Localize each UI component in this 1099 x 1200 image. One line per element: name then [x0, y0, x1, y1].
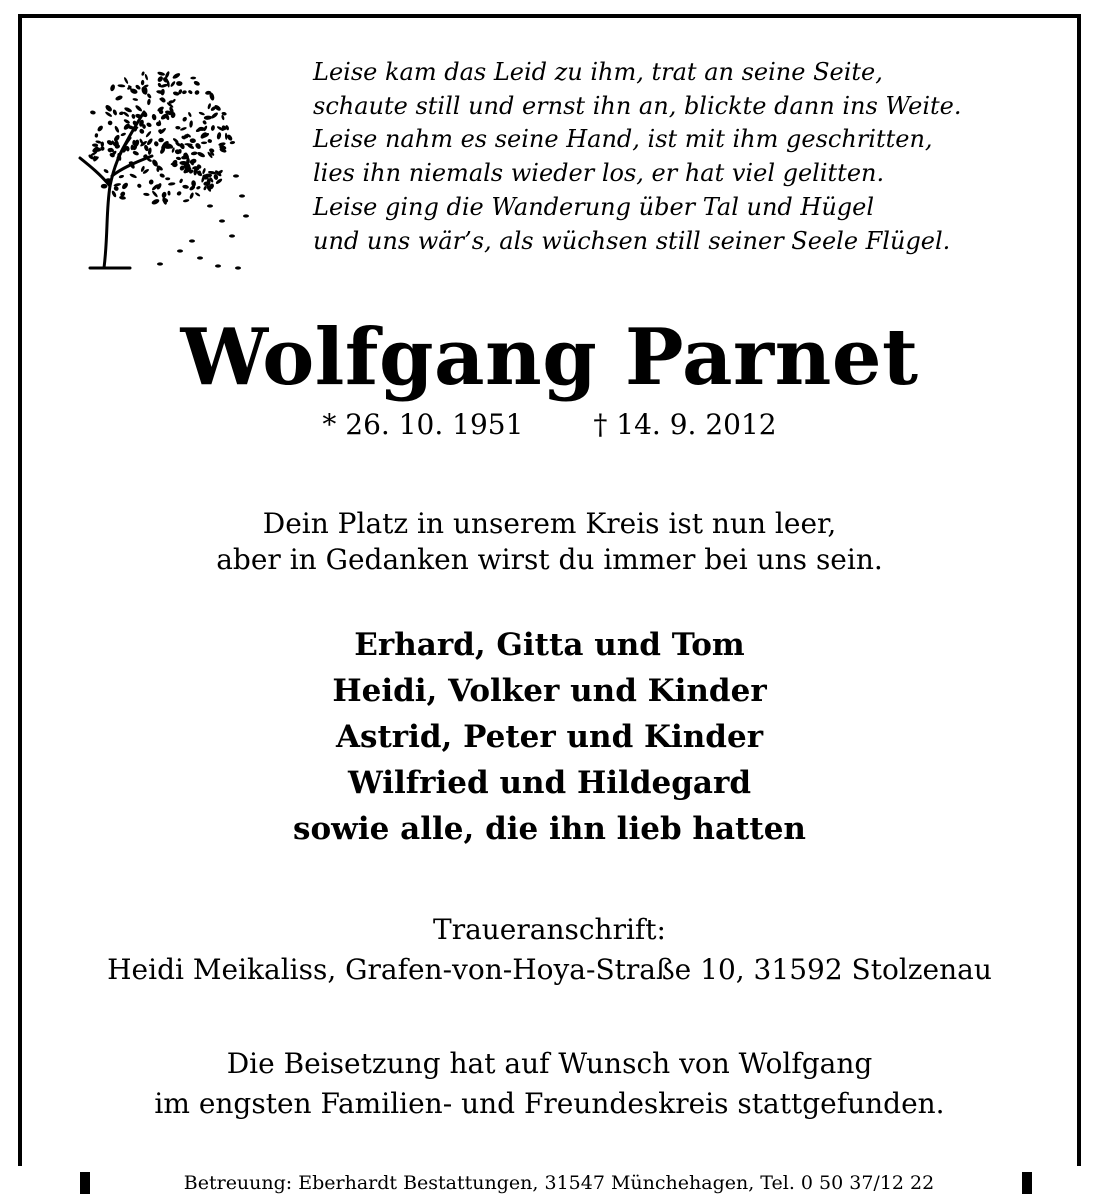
birth-date: * 26. 10. 1951: [322, 408, 524, 441]
leaf-mark: [172, 72, 181, 80]
mourner-line: Wilfried und Hildegard: [347, 765, 751, 801]
leaf-mark: [153, 141, 159, 148]
leaf-mark: [118, 174, 124, 178]
leaf-mark: [115, 95, 124, 102]
leaf-mark: [190, 138, 197, 143]
leaf-mark: [175, 126, 181, 130]
leaf-mark: [120, 132, 126, 137]
falling-leaf-mark: [197, 256, 203, 259]
leaf-mark: [145, 130, 152, 137]
quote-line: aber in Gedanken wirst du immer bei uns sein.: [216, 543, 883, 576]
leaf-mark: [216, 132, 222, 140]
leaf-mark: [198, 111, 205, 116]
leaf-mark: [182, 90, 188, 95]
leaf-mark: [170, 80, 176, 87]
leaf-mark: [183, 199, 190, 203]
leaf-mark: [111, 190, 117, 198]
leaf-mark: [158, 138, 164, 143]
leaf-mark: [151, 190, 158, 198]
leaf-mark: [194, 192, 200, 197]
leaf-mark: [134, 104, 143, 112]
burial-line: im engsten Familien- und Freundeskreis stattgefunden.: [154, 1087, 945, 1120]
poem-line: schaute still und ernst ihn an, blickte dann ins Weite.: [313, 91, 962, 120]
falling-leaf-mark: [219, 219, 225, 222]
leaf-mark: [132, 98, 138, 102]
leaf-mark: [151, 113, 157, 120]
falling-leaf-mark: [157, 262, 163, 265]
undertaker-info: Betreuung: Eberhardt Bestattungen, 31547 Münchehagen, Tel. 0 50 37/12 22: [183, 1172, 935, 1194]
leaf-mark: [119, 111, 125, 116]
leaf-mark: [176, 156, 182, 160]
falling-leaf-mark: [215, 264, 221, 267]
leaf-mark: [187, 89, 193, 94]
leaf-mark: [180, 126, 187, 131]
leaf-mark: [189, 192, 195, 200]
leaf-mark: [148, 179, 154, 185]
leaf-mark: [123, 118, 130, 124]
leaf-mark: [109, 84, 115, 92]
leaf-mark: [105, 111, 113, 118]
leaf-mark: [182, 116, 188, 122]
leaf-mark: [146, 93, 152, 99]
leaf-mark: [141, 71, 145, 76]
leaf-mark: [159, 173, 166, 179]
leaf-mark: [194, 89, 200, 95]
poem-line: Leise kam das Leid zu ihm, trat an seine Seite,: [313, 58, 883, 86]
leaf-mark: [201, 141, 207, 144]
poem-line: Leise nahm es seine Hand, ist mit ihm geschritten,: [313, 125, 933, 154]
leaf-mark: [131, 114, 136, 120]
leaf-mark: [104, 104, 113, 113]
poem: [313, 56, 1073, 258]
falling-leaf-mark: [239, 194, 245, 197]
death-date: † 14. 9. 2012: [593, 408, 777, 441]
leaf-mark: [121, 182, 129, 191]
leaf-mark: [146, 122, 153, 128]
memorial-quote: [0, 506, 1099, 578]
poem-line: Leise ging die Wanderung über Tal und Hügel: [313, 192, 875, 221]
leaf-mark: [176, 190, 182, 196]
leaf-mark: [193, 80, 201, 86]
leaf-mark: [202, 168, 207, 175]
falling-leaf-mark: [177, 249, 183, 252]
leaf-mark: [101, 184, 108, 189]
leaf-mark: [108, 120, 113, 125]
leaf-mark: [191, 151, 198, 156]
leaf-mark: [90, 110, 96, 115]
leaf-mark: [156, 122, 161, 127]
leaf-mark: [141, 80, 145, 86]
leaf-mark: [202, 120, 207, 126]
life-dates: [0, 405, 1099, 445]
leaf-mark: [207, 103, 212, 110]
leaf-mark: [210, 125, 215, 131]
poem-line: lies ihn niemals wieder los, er hat viel gelitten.: [313, 159, 885, 188]
mourners-list: [0, 622, 1099, 852]
falling-leaf-mark: [233, 174, 239, 177]
leaf-mark: [187, 112, 192, 118]
burial-notice: [0, 1044, 1099, 1124]
mourner-line: sowie alle, die ihn lieb hatten: [293, 811, 806, 847]
leaf-mark: [151, 198, 160, 206]
leaf-mark: [189, 120, 193, 128]
leaf-mark: [204, 115, 212, 120]
leaf-mark: [165, 177, 170, 180]
falling-leaf-mark: [235, 266, 241, 269]
leaf-mark: [96, 125, 103, 133]
leaf-mark: [147, 98, 151, 105]
leaf-mark: [94, 133, 98, 138]
leaf-mark: [168, 182, 176, 186]
leaf-mark: [136, 183, 142, 189]
leaf-mark: [117, 84, 125, 88]
falling-leaf-mark: [243, 214, 249, 217]
burial-line: Die Beisetzung hat auf Wunsch von Wolfgang: [226, 1047, 873, 1080]
address-label: Traueranschrift:: [433, 913, 666, 946]
deceased-name: Wolfgang Parnet: [180, 312, 919, 403]
leaf-mark: [112, 109, 118, 116]
leaf-mark: [207, 139, 212, 144]
leaf-mark: [114, 125, 120, 133]
leaf-mark: [138, 128, 145, 135]
mourner-line: Heidi, Volker und Kinder: [332, 673, 767, 709]
poem-line: und uns wär’s, als wüchsen still seiner Seele Flügel.: [313, 226, 951, 255]
quote-line: Dein Platz in unserem Kreis ist nun leer,: [262, 507, 837, 540]
leaf-mark: [167, 191, 170, 196]
mourning-address: [0, 910, 1099, 990]
leaf-mark: [144, 74, 148, 81]
mourner-line: Erhard, Gitta und Tom: [354, 627, 745, 663]
leaf-mark: [194, 142, 202, 150]
leaf-mark: [113, 183, 121, 187]
leaf-mark: [196, 151, 205, 158]
footer-bar: [18, 1166, 1081, 1200]
leaf-mark: [157, 75, 165, 83]
leaf-mark: [182, 184, 189, 189]
leaf-mark: [123, 77, 129, 85]
address-line: Heidi Meikaliss, Grafen-von-Hoya-Straße 10, 31592 Stolzenau: [107, 953, 992, 986]
leaf-mark: [106, 139, 114, 146]
leaf-mark: [157, 71, 165, 76]
leaf-mark: [229, 141, 235, 145]
leaf-mark: [179, 178, 184, 183]
falling-leaf-mark: [189, 239, 195, 242]
leaf-mark: [92, 143, 98, 147]
leaf-mark: [190, 76, 196, 79]
leaf-mark: [129, 173, 137, 179]
leaf-mark: [103, 168, 109, 174]
footer-cap-right: [1022, 1172, 1032, 1194]
falling-leaf-mark: [207, 204, 213, 207]
footer-cap-left: [80, 1172, 90, 1194]
windswept-tree-icon: [60, 46, 250, 286]
leaf-mark: [196, 185, 201, 190]
leaf-mark: [161, 191, 167, 198]
falling-leaf-mark: [229, 234, 235, 237]
leaf-mark: [132, 150, 139, 156]
leaf-mark: [146, 138, 154, 147]
leaf-mark: [176, 81, 183, 86]
mourner-line: Astrid, Peter und Kinder: [335, 719, 764, 755]
leaf-mark: [143, 192, 150, 196]
